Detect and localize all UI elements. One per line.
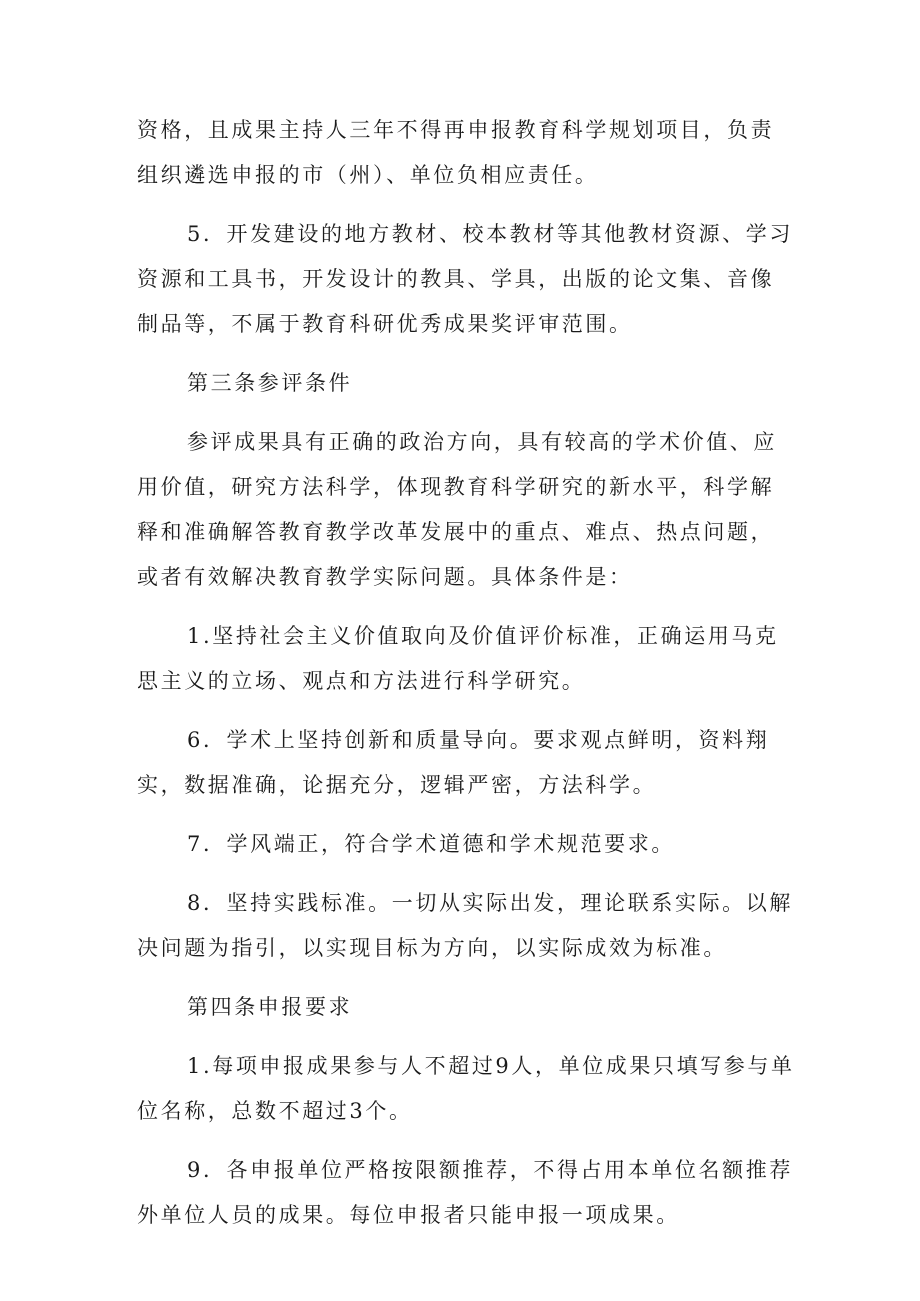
paragraph-requirement-1: 1.每项申报成果参与人不超过9人，单位成果只填写参与单位名称，总数不超过3个。 [137, 1054, 795, 1123]
paragraph-continued: 资格，且成果主持人三年不得再申报教育科学规划项目，负责组织遴选申报的市（州）、单位负相应责任。 [137, 118, 775, 187]
paragraph-item-5: 5．开发建设的地方教材、校本教材等其他教材资源、学习资源和工具书，开发设计的教具、学具，出版的论文集、音像制品等，不属于教育科研优秀成果奖评审范围。 [137, 222, 793, 336]
paragraph-requirement-9: 9．各申报单位严格按限额推荐，不得占用本单位名额推荐外单位人员的成果。每位申报者只能申报一项成果。 [137, 1158, 793, 1227]
paragraph-article-3-body: 参评成果具有正确的政治方向，具有较高的学术价值、应用价值，研究方法科学，体现教育科学研究的新水平，科学解释和准确解答教育教学改革发展中的重点、难点、热点问题，或者有效解决教育教学实际问题。具体条件是： [137, 430, 777, 589]
paragraph-condition-8: 8．坚持实践标准。一切从实际出发，理论联系实际。以解决问题为指引，以实现目标为方向，以实际成效为标准。 [137, 891, 793, 960]
paragraph-condition-7: 7．学风端正，符合学术道德和学术规范要求。 [187, 832, 675, 856]
paragraph-condition-6: 6．学术上坚持创新和质量导向。要求观点鲜明，资料翔实，数据准确，论据充分，逻辑严密，方法科学。 [137, 728, 770, 797]
article-4-heading: 第四条申报要求 [187, 995, 353, 1019]
article-3-heading: 第三条参评条件 [187, 371, 353, 395]
document-body [137, 108, 797, 1252]
paragraph-condition-1: 1.坚持社会主义价值取向及价值评价标准，正确运用马克思主义的立场、观点和方法进行科学研究。 [137, 624, 779, 693]
